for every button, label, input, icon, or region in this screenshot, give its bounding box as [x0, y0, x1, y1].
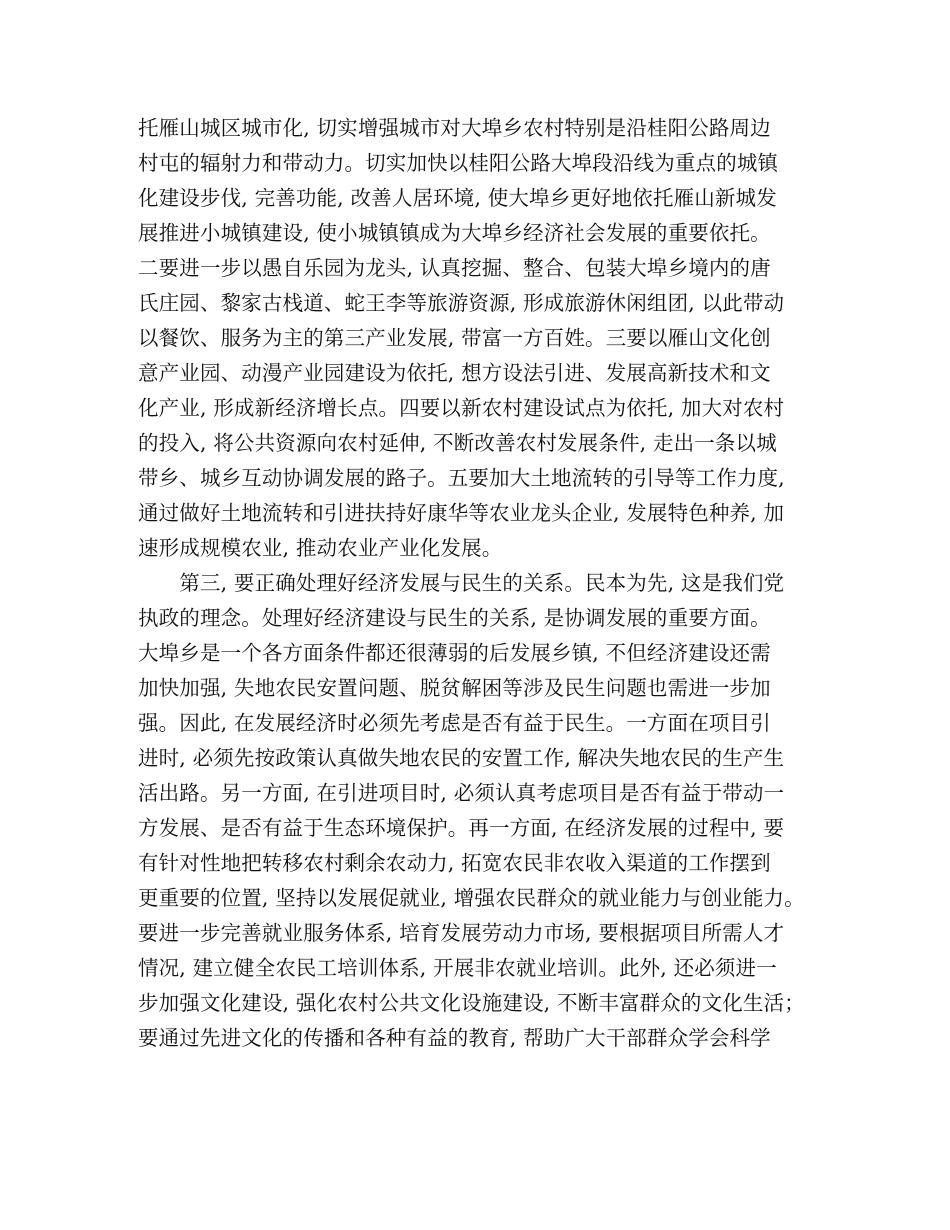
text-line: 展推进小城镇建设, 使小城镇镇成为大埠乡经济社会发展的重要依托。 — [138, 221, 771, 245]
text-line: 进时, 必须先按政策认真做失地农民的安置工作, 解决失地农民的生产生 — [138, 746, 785, 770]
text-line: 化产业, 形成新经济增长点。四要以新农村建设试点为依托, 加大对农村 — [138, 396, 785, 420]
text-line: 要进一步完善就业服务体系, 培育发展劳动力市场, 要根据项目所需人才 — [138, 921, 785, 945]
text-line: 执政的理念。处理好经济建设与民生的关系, 是协调发展的重要方面。 — [138, 606, 771, 630]
text-line: 带乡、城乡互动协调发展的路子。五要加大土地流转的引导等工作力度, — [138, 466, 785, 490]
text-line: 的投入, 将公共资源向农村延伸, 不断改善农村发展条件, 走出一条以城 — [138, 431, 777, 455]
text-line: 村屯的辐射力和带动力。切实加快以桂阳公路大埠段沿线为重点的城镇 — [138, 151, 779, 175]
text-line: 意产业园、动漫产业园建设为依托, 想方设法引进、发展高新技术和文 — [138, 361, 771, 385]
text-line: 步加强文化建设, 强化农村公共文化设施建设, 不断丰富群众的文化生活； — [138, 991, 805, 1015]
text-line: 大埠乡是一个各方面条件都还很薄弱的后发展乡镇, 不但经济建设还需 — [138, 641, 771, 665]
text-line: 速形成规模农业, 推动农业产业化发展。 — [138, 536, 503, 560]
text-line: 有针对性地把转移农村剩余农动力, 拓宽农民非农收入渠道的工作摆到 — [138, 851, 771, 875]
text-line: 方发展、是否有益于生态环境保护。再一方面, 在经济发展的过程中, 要 — [138, 816, 785, 840]
text-line: 氏庄园、黎家古栈道、蛇王李等旅游资源, 形成旅游休闲组团, 以此带动 — [138, 291, 785, 315]
text-line: 以餐饮、服务为主的第三产业发展, 带富一方百姓。三要以雁山文化创 — [138, 326, 771, 350]
text-line: 要通过先进文化的传播和各种有益的教育, 帮助广大干部群众学会科学 — [138, 1026, 771, 1050]
text-line: 情况, 建立健全农民工培训体系, 开展非农就业培训。此外, 还必须进一 — [138, 956, 777, 980]
text-line: 托雁山城区城市化, 切实增强城市对大埠乡农村特别是沿桂阳公路周边 — [138, 116, 771, 140]
text-line: 更重要的位置, 坚持以发展促就业, 增强农民群众的就业能力与创业能力。 — [138, 886, 805, 910]
text-line: 化建设步伐, 完善功能, 改善人居环境, 使大埠乡更好地依托雁山新城发 — [138, 186, 777, 210]
text-line: 活出路。另一方面, 在引进项目时, 必须认真考虑项目是否有益于带动一 — [138, 781, 785, 805]
body-text — [138, 111, 838, 1056]
paragraph-start-line: 第三, 要正确处理好经济发展与民生的关系。民本为先, 这是我们党 — [138, 571, 785, 595]
text-line: 强。因此, 在发展经济时必须先考虑是否有益于民生。一方面在项目引 — [138, 711, 771, 735]
text-line: 二要进一步以愚自乐园为龙头, 认真挖掘、整合、包装大埠乡境内的唐 — [138, 256, 771, 280]
text-line: 加快加强, 失地农民安置问题、脱贫解困等涉及民生问题也需进一步加 — [138, 676, 771, 700]
text-line: 通过做好土地流转和引进扶持好康华等农业龙头企业, 发展特色种养, 加 — [138, 501, 785, 525]
